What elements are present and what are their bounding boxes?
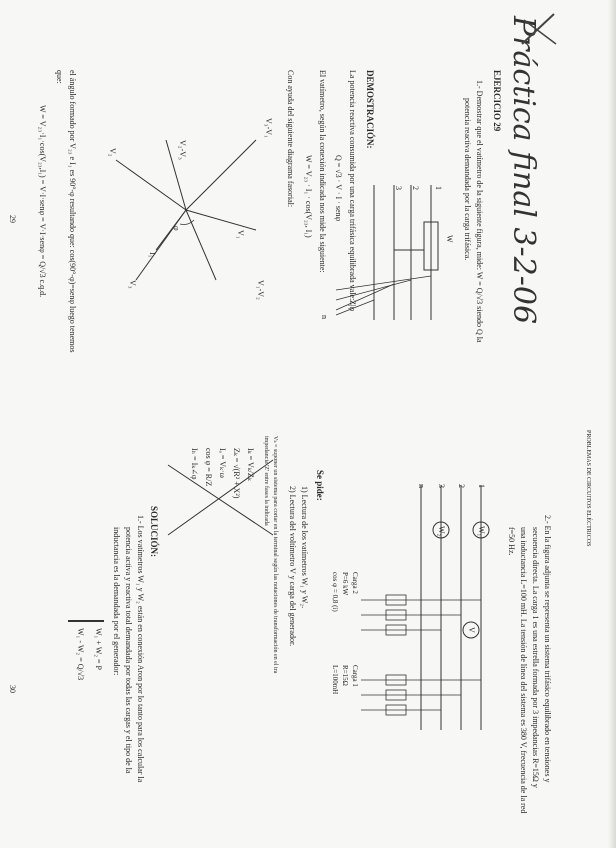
fig-line-2-label: 2 bbox=[411, 186, 420, 190]
exercise-title: EJERCICIO 29 bbox=[492, 70, 502, 132]
right-statement-line-3: una inductancia L=100 mH. La tensión de línea del sistema es 380 V, frecuencia de la red bbox=[519, 527, 528, 814]
statement-line-1: 1.- Demostrar que el vatímetro de la siguiente figura, mide: W = Q/√3 siendo Q la bbox=[475, 80, 484, 343]
aron-circuit-figure bbox=[341, 480, 501, 770]
demo-line-1: La potencia reactiva consumida por una carga trifásica equilibrada vale: bbox=[348, 70, 357, 301]
solution-line-3: inductancia es la demandada por el generador: bbox=[112, 527, 121, 676]
phasor-v3-label: V₃ bbox=[128, 280, 137, 289]
load-1-resistance: R=15Ω bbox=[341, 665, 349, 686]
conclusion-line-2: que: bbox=[55, 70, 64, 84]
solution-formula-2: W₁ - W₂ = Q/√3 bbox=[76, 628, 85, 681]
demo-formula-1: Q = √3 · V · I · senφ bbox=[334, 155, 343, 222]
formula-left-1: Iₖ = Vₖ/Zₖ bbox=[246, 448, 255, 481]
page-number-left: 29 bbox=[8, 215, 17, 223]
fig-line-3-label: 3 bbox=[394, 186, 403, 190]
fig-line-1-label: 1 bbox=[434, 186, 443, 190]
solution-line-1: 1.- Los vatímetros W₁ y W₂ están en conexión Aron por lo tanto para los calcular la bbox=[136, 515, 145, 783]
statement-line-2: potencia reactiva demandada por la carga trifásica. bbox=[463, 98, 472, 261]
system-brace bbox=[68, 620, 104, 622]
handwritten-note: Práctica final 3-2-06 bbox=[506, 16, 541, 325]
asks-heading: Se pide: bbox=[315, 470, 325, 501]
right-fig-neutral-label: n bbox=[417, 484, 426, 488]
load-2-pf: cos φ = 0,8 (i) bbox=[331, 572, 339, 612]
note-line-1: Vₖ = suponer un sistema para cortar en la terminal según las notaciones de transformación en el tra bbox=[272, 436, 278, 674]
formula-left-2: Zₖ = √(R² + X²) bbox=[232, 448, 241, 499]
phasor-v23-label: V₂-V₃ bbox=[178, 140, 187, 160]
page-header: PROBLEMAS DE CIRCUITOS ELÉCTRICOS bbox=[585, 430, 591, 547]
solution-heading: SOLUCIÓN: bbox=[149, 506, 159, 558]
phasor-v12-label: V₁-V₂ bbox=[256, 280, 265, 300]
demo-formula-2: W = V₂₃ · I₁ · cos(V₂₃, I₁) bbox=[304, 155, 313, 238]
load-2-power: P=6 kW bbox=[341, 572, 349, 596]
right-fig-line-1-label: 1 bbox=[477, 484, 486, 488]
load-2-name: Carga 2 bbox=[351, 572, 359, 594]
note-line-2: impedancia 'Z' entre fases la indicada bbox=[263, 436, 269, 526]
page-number-right: 30 bbox=[8, 685, 17, 693]
right-fig-line-2-label: 2 bbox=[457, 484, 466, 488]
ask-1: 1) Lectura de los vatímetros W₁ y W₂. bbox=[300, 486, 309, 609]
solution-formula-1: W₁ + W₂ = P bbox=[94, 628, 103, 671]
right-statement-line-4: f=50 Hz. bbox=[507, 527, 516, 556]
formula-left-5: Iₕ = Iₖ∠φ bbox=[190, 448, 199, 480]
final-formula: W = V₂₃·I₁·cos(V₂₃,I₁) = V·I·senφ = V·I·senφ = Q/√3 c.q.d. bbox=[38, 105, 47, 298]
phasor-v1-label: V₁ bbox=[236, 230, 245, 239]
formula-left-4: cos φ = R/Z bbox=[204, 448, 213, 487]
voltmeter-label: V bbox=[467, 627, 476, 633]
phasor-v2-label: V₂ bbox=[108, 148, 117, 157]
phasor-i1-label: I₁ bbox=[148, 252, 157, 258]
phasor-v31-label: V₃-V₁ bbox=[264, 118, 273, 138]
fig-neutral-label: n bbox=[320, 315, 329, 319]
load-1-inductance: L=100mH bbox=[331, 665, 339, 695]
right-fig-line-3-label: 3 bbox=[437, 484, 446, 488]
conclusion-line-1: el ángulo formado por V₂₃ e I₁ es 90°-φ resultando que: cos(90°-φ)=senφ luego tenemos bbox=[68, 70, 77, 353]
handwritten-cross-mark bbox=[518, 12, 558, 52]
demo-line-2: El vatímetro, según la conexión indicada nos mide la siguiente: bbox=[318, 70, 327, 273]
phasor-phi-label: φ bbox=[172, 226, 181, 231]
wattmeter-w1-label: W₁ bbox=[477, 526, 486, 537]
wattmeter-w2-label: W₂ bbox=[437, 526, 446, 537]
right-statement-line-1: 2.- En la figura adjunta se representa un sistema trifásico equilibrado en tensiones y bbox=[543, 515, 552, 783]
fig-wattmeter-label: W bbox=[445, 235, 454, 243]
crossed-out-mark bbox=[158, 455, 278, 545]
ask-2: 2) Lectura del voltímetro V y carga del generador. bbox=[288, 486, 297, 647]
formula-left-3: Iₐ = Vₖ·ω bbox=[218, 448, 227, 478]
solution-line-2: potencia activa y reactiva total demandada por todas las cargas y el tipo de la bbox=[124, 527, 133, 774]
right-statement-line-2: secuencia directa. La carga 1 es una estrella formada por 3 impedancias R=15Ω y bbox=[531, 527, 540, 788]
fig-impedance-label: Z|φ bbox=[348, 300, 357, 312]
load-1-name: Carga 1 bbox=[351, 665, 359, 687]
demo-heading: DEMOSTRACIÓN: bbox=[365, 70, 375, 149]
demo-line-3: Con ayuda del siguiente diagrama fasorial: bbox=[286, 70, 295, 208]
